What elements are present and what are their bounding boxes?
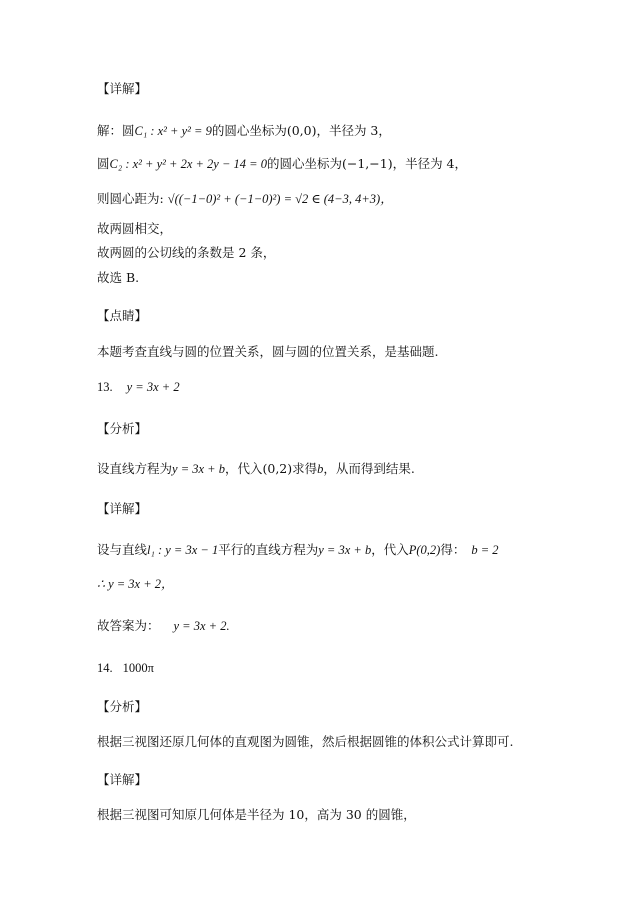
equation: C₂ : x² + y² + 2x + 2y − 14 = 0 (109, 157, 267, 171)
detail-heading-14: 【详解】 (97, 772, 148, 787)
text: 设直线方程为 (97, 461, 173, 476)
detail-14-line-1: 根据三视图可知原几何体是半径为 10，高为 30 的圆锥， (97, 807, 416, 822)
analysis-heading-13: 【分析】 (97, 421, 148, 436)
text: 解：圆 (97, 123, 135, 138)
question-13-answer (97, 378, 180, 396)
answer: 1000π (122, 661, 154, 675)
text: ，代入 (371, 542, 409, 557)
solution-line-4: 故两圆相交， (97, 221, 173, 236)
point-text: 本题考查直线与圆的位置关系，圆与圆的位置关系，是基础题. (97, 344, 439, 359)
text: 平行的直线方程为 (218, 542, 319, 557)
equation: y = 3x + b (172, 462, 225, 476)
text: 圆 (97, 156, 110, 171)
question-number: 13. (97, 380, 113, 394)
answer: y = 3x + 2 (126, 380, 180, 394)
solution-line-3 (97, 190, 393, 208)
text: ，代入(0,2)求得 (224, 461, 318, 476)
equation: y = 3x + 2. (173, 619, 230, 633)
equation: y = 3x + b (318, 543, 372, 557)
point-heading: 【点睛】 (97, 308, 148, 323)
solution-line-6: 故选 B. (97, 270, 140, 285)
text: 得： (440, 542, 466, 557)
variable: b (317, 462, 324, 476)
text: 的圆心坐标为(0,0)，半径为 3， (211, 123, 391, 138)
equation: C₁ : x² + y² = 9 (134, 124, 212, 138)
solution-line-5: 故两圆的公切线的条数是 2 条， (97, 245, 276, 260)
analysis-text-13 (97, 460, 415, 478)
point: P(0,2) (408, 543, 441, 557)
text: 的圆心坐标为(−1,−1)，半径为 4， (266, 156, 467, 171)
equation: √((−1−0)² + (−1−0)²) = √2 ∈ (4−3, 4+3)， (167, 192, 393, 206)
detail-heading-1: 【详解】 (97, 81, 148, 96)
question-14-answer (97, 659, 154, 677)
detail-13-line-3 (97, 617, 230, 635)
text: 设与直线 (97, 542, 148, 557)
question-number: 14. (97, 661, 113, 675)
solution-line-1 (97, 122, 391, 140)
equation: b = 2 (471, 543, 499, 557)
analysis-text-14: 根据三视图还原几何体的直观图为圆锥，然后根据圆锥的体积公式计算即可. (97, 734, 514, 749)
detail-heading-13: 【详解】 (97, 501, 148, 516)
detail-13-line-1 (97, 541, 499, 559)
text: 则圆心距为: (97, 191, 164, 206)
solution-line-2 (97, 155, 467, 173)
text: ，从而得到结果. (323, 461, 415, 476)
text: 故答案为： (97, 618, 160, 633)
equation: l₁ : y = 3x − 1 (147, 543, 219, 557)
analysis-heading-14: 【分析】 (97, 699, 148, 714)
detail-13-line-2: ∴ y = 3x + 2， (97, 577, 174, 591)
